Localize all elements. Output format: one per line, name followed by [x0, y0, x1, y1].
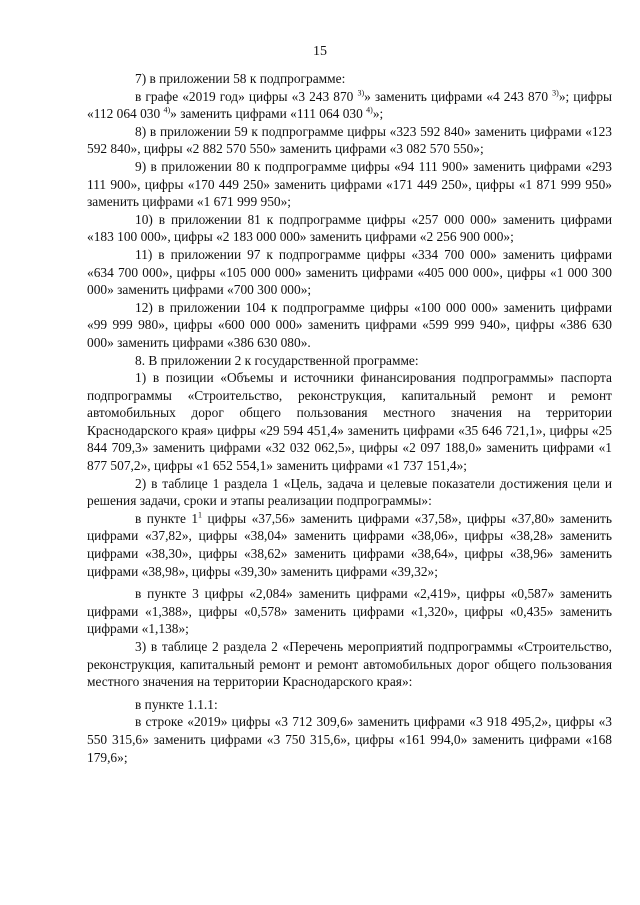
- paragraph: 8. В приложении 2 к государственной программе:: [135, 352, 419, 368]
- paragraph: 2) в таблице 1 раздела 1 «Цель, задача и целевые показатели достижения цели и решения задачи, сроки и этапы реализации подпрограммы»:: [87, 475, 612, 509]
- paragraph: в графе «2019 год» цифры «3 243 870 $^{3)}$» заменить цифрами «4 243 870 $^{3)}$»; цифры «112 064 030 $^{4)}$» заменить цифрами «111 064 030 $^{4)}$»;: [87, 88, 613, 122]
- document-body: [87, 70, 612, 766]
- paragraph: 10) в приложении 81 к подпрограмме цифры «257 000 000» заменить цифрами «183 100 000», цифры «2 183 000 000» заменить цифрами «2 256 900 000»;: [87, 211, 612, 245]
- paragraph: в пункте 3 цифры «2,084» заменить цифрами «2,419», цифры «0,587» заменить цифрами «1,388», цифры «0,578» заменить цифрами «1,320», цифры «0,435» заменить цифрами «1,138»;: [87, 586, 612, 637]
- paragraph: 1) в позиции «Объемы и источники финансирования подпрограммы» паспорта подпрограммы «Строительство, реконструкция, капитальный ремонт и ремонт автомобильных дорог общего пользования местного значения на территории Краснодарского края» цифры «29 594 451,4» заменить цифрами «35 646 721,1», цифры «25 844 709,3» заменить цифрами «32 032 062,5», цифры «2 097 188,0» заменить цифрами «1 877 507,2», цифры «1 652 554,1» заменить цифрами «1 737 151,4»;: [87, 370, 612, 474]
- paragraph: 7) в приложении 58 к подпрограмме:: [135, 71, 346, 86]
- paragraph: 3) в таблице 2 раздела 2 «Перечень мероприятий подпрограммы «Строительство, реконструкция, капитальный ремонт и ремонт автомобильных дорог общего пользования местного значения на территории Краснодарского края»:: [87, 639, 612, 690]
- paragraph: в строке «2019» цифры «3 712 309,6» заменить цифрами «3 918 495,2», цифры «3 550 315,6» заменить цифрами «3 750 315,6», цифры «161 994,0» заменить цифрами «168 179,6»;: [87, 714, 612, 765]
- paragraph: в пункте $1^1$ цифры «37,56» заменить цифрами «37,58», цифры «37,80» заменить цифрами «37,82», цифры «38,04» заменить цифрами «38,06», цифры «38,28» заменить цифрами «38,30», цифры «38,62» заменить цифрами «38,64», цифры «38,96» заменить цифрами «38,98», цифры «39,30» заменить цифрами «39,32»;: [87, 510, 612, 579]
- page-number: 15: [313, 44, 327, 59]
- paragraph: в пункте 1.1.1:: [135, 696, 218, 712]
- paragraph: 11) в приложении 97 к подпрограмме цифры «334 700 000» заменить цифрами «634 700 000», цифры «105 000 000» заменить цифрами «405 000 000», цифры «1 000 300 000» заменить цифрами «700 300 000»;: [87, 246, 612, 298]
- paragraph: 8) в приложении 59 к подпрограмме цифры «323 592 840» заменить цифрами «123 592 840», цифры «2 882 570 550» заменить цифрами «3 082 570 550»;: [87, 123, 612, 157]
- paragraph: 12) в приложении 104 к подпрограмме цифры «100 000 000» заменить цифрами «99 999 980», цифры «600 000 000» заменить цифрами «599 999 940», цифры «386 630 000» заменить цифрами «386 630 080».: [87, 299, 612, 350]
- paragraph: 9) в приложении 80 к подпрограмме цифры «94 111 900» заменить цифрами «293 111 900», цифры «170 449 250» заменить цифрами «171 449 250», цифры «1 871 999 950» заменить цифрами «1 671 999 950»;: [87, 158, 612, 210]
